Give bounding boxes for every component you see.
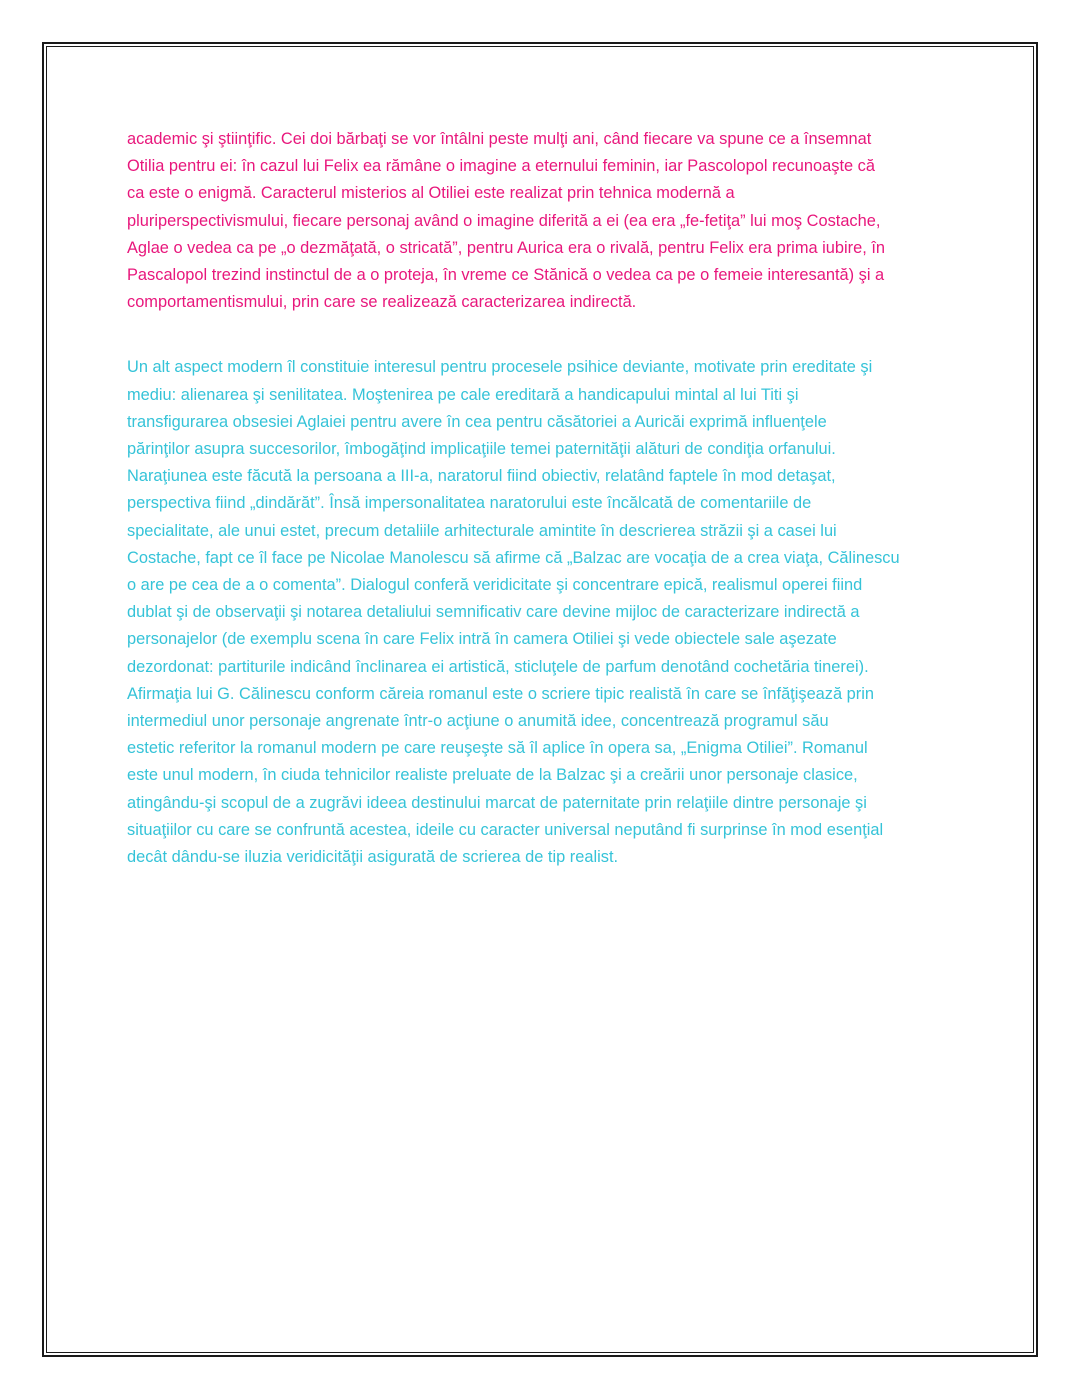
- text-line: specialitate, ale unui estet, precum detaliile arhitecturale amintite în descrierea străzii şi a casei lui: [127, 521, 837, 540]
- text-line: transfigurarea obsesiei Aglaiei pentru avere în cea pentru căsătoriei a Auricăi exprimă influenţele: [127, 412, 827, 431]
- text-line: mediu: alienarea şi senilitatea. Moştenirea pe cale ereditară a handicapului mintal al lui Titi şi: [127, 385, 799, 404]
- text-line: Otilia pentru ei: în cazul lui Felix ea rămâne o imagine a eternului feminin, iar Pascolopol recunoaşte că: [127, 157, 875, 176]
- text-line: intermediul unor personaje angrenate într-o acţiune o anumită idee, concentrează programul său: [127, 712, 829, 731]
- text-line: o are pe cea de a o comenta”. Dialogul conferă veridicitate şi concentrare epică, realismul operei fiind: [127, 576, 863, 595]
- text-line: Naraţiunea este făcută la persoana a III-a, naratorul fiind obiectiv, relatând faptele în mod detaşat,: [127, 467, 836, 486]
- text-line: dezordonat: partiturile indicând înclinarea ei artistică, sticluţele de parfum denotând cochetăria tinerei).: [127, 657, 869, 676]
- text-line: pluriperspectivismului, fiecare personaj având o imagine diferită a ei (ea era „fe-fetiţa” lui moş Costache,: [127, 211, 881, 230]
- text-line: academic şi ştiinţific. Cei doi bărbaţi se vor întâlni peste mulţi ani, când fiecare va spune ce a însemnat: [127, 130, 872, 148]
- text-line: decât dându-se iluzia veridicităţii asigurată de scrierea de tip realist.: [127, 848, 619, 867]
- text-line: Un alt aspect modern îl constituie interesul pentru procesele psihice deviante, motivate prin ereditate şi: [127, 358, 873, 377]
- text-line: personajelor (de exemplu scena în care Felix intră în camera Otiliei şi vede obiectele sale aşezate: [127, 630, 837, 649]
- text-line: dublat şi de observaţii şi notarea detaliului semnificativ care devine mijloc de caracterizare indirectă a: [127, 603, 860, 622]
- document-body: [127, 126, 957, 871]
- text-line: comportamentismului, prin care se realizează caracterizarea indirectă.: [127, 293, 637, 312]
- text-line: perspectiva fiind „dindărăt”. Însă impersonalitatea naratorului este încălcată de comentariile de: [127, 494, 812, 513]
- text-line: Afirmaţia lui G. Călinescu conform căreia romanul este o scriere tipic realistă în care se înfăţişează prin: [127, 684, 874, 703]
- text-line: Costache, fapt ce îl face pe Nicolae Manolescu să afirme că „Balzac are vocaţia de a crea viaţa, Călinescu: [127, 548, 900, 567]
- text-line: părinţilor asupra succesorilor, îmbogăţind implicaţiile temei paternităţii alături de condiţia orfanului.: [127, 440, 836, 459]
- text-line: ca este o enigmă. Caracterul misterios al Otiliei este realizat prin tehnica modernă a: [127, 184, 735, 203]
- text-line: situaţiilor cu care se confruntă acestea, ideile cu caracter universal neputând fi surprinse în mod esenţial: [127, 820, 884, 839]
- text-line: estetic referitor la romanul modern pe care reuşeşte să îl aplice în opera sa, „Enigma Otiliei”. Romanul: [127, 739, 868, 758]
- text-line: atingându-şi scopul de a zugrăvi ideea destinului marcat de paternitate prin relaţiile dintre personaje şi: [127, 793, 867, 812]
- paragraph-otilia-perspectives: [127, 126, 957, 316]
- text-line: Aglae o vedea ca pe „o dezmăţată, o stricată”, pentru Aurica era o rivală, pentru Felix era prima iubire, în: [127, 238, 886, 257]
- paragraph-modern-aspects: [127, 354, 957, 871]
- text-line: este unul modern, în ciuda tehnicilor realiste preluate de la Balzac şi a creării unor personaje clasice,: [127, 766, 858, 785]
- text-line: Pascalopol trezind instinctul de a o proteja, în vreme ce Stănică o vedea ca pe o femeie interesantă) şi a: [127, 266, 885, 285]
